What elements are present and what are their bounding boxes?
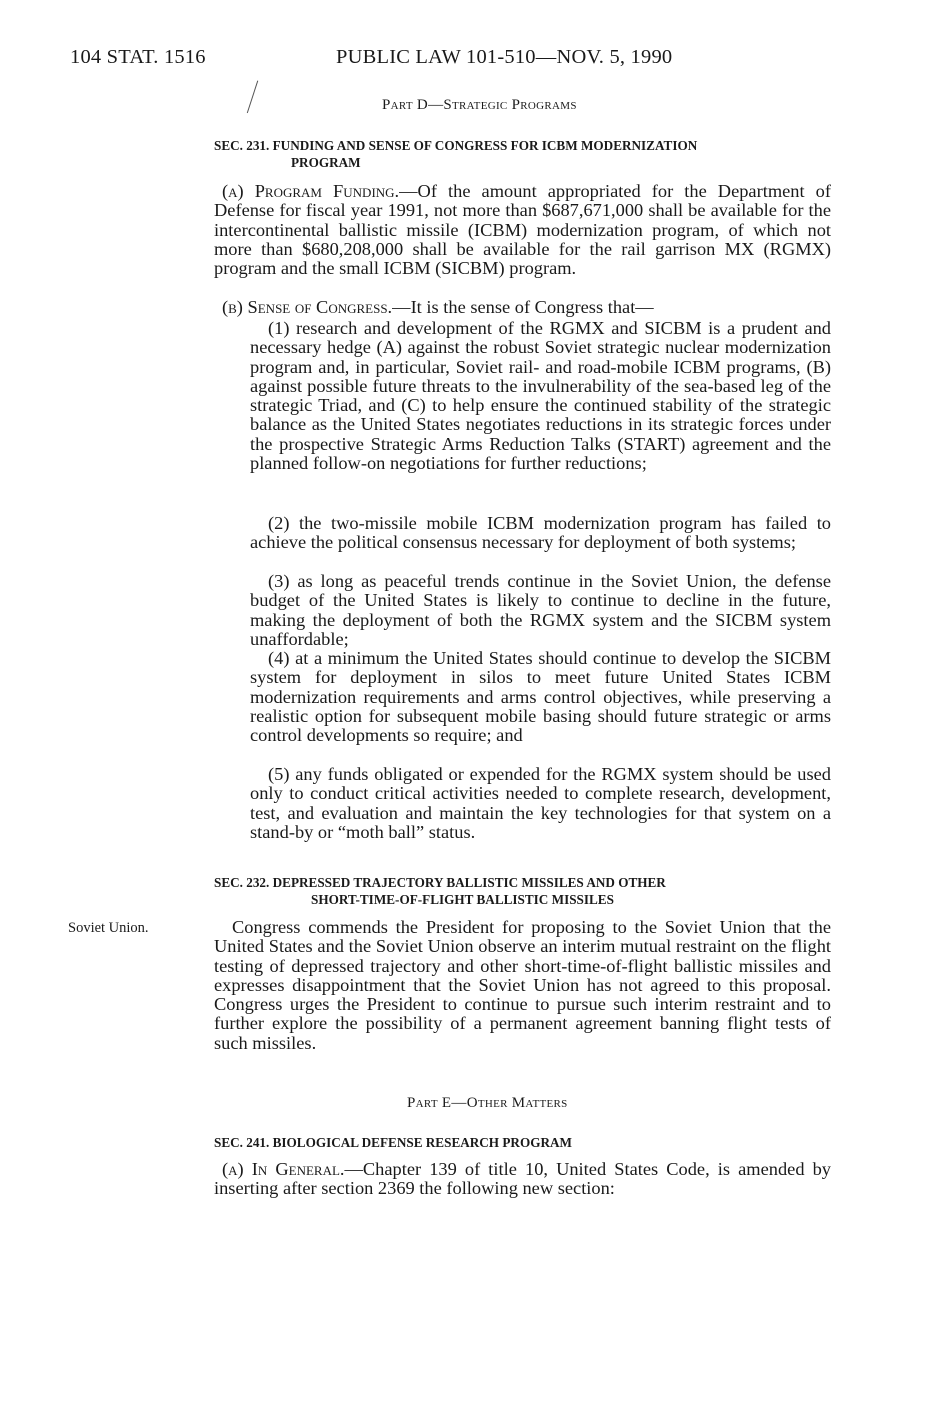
sense-item-2: (2) the two-missile mobile ICBM modernization program has failed to achieve the political consensus necessary for deployment of both systems; [250, 513, 831, 553]
stat-reference: 104 STAT. 1516 [70, 46, 206, 68]
sec-241-heading: SEC. 241. BIOLOGICAL DEFENSE RESEARCH PROGRAM [214, 1135, 572, 1150]
sec-231-subsection-b [214, 298, 831, 317]
sense-item-1: (1) research and development of the RGMX and SICBM is a prudent and necessary hedge (A) against the robust Soviet strategic nuclear modernization program and, in particular, Soviet rail- and road-mobile ICBM programs, (B) against possible future threats to the invulnerability of the sea-based leg of the strategic Triad, and (C) to help ensure the continued stability of the strategic balance as the United States negotiates reductions in its strategic forces under the prospective Strategic Arms Reduction Talks (START) agreement and the planned follow-on negotiations for further reductions; [250, 318, 831, 474]
sense-item-4: (4) at a minimum the United States should continue to develop the SICBM system for deployment in silos to meet future United States ICBM modernization requirements and arms control objectives, while preserving a realistic option for subsequent mobile basing should future strategic or arms control developments so require; and [250, 648, 831, 746]
sec-231-subsection-a [214, 182, 831, 278]
part-e-heading: Part E—Other Matters [407, 1095, 568, 1111]
law-title: PUBLIC LAW 101-510—NOV. 5, 1990 [336, 46, 673, 68]
sec-231-heading [214, 137, 831, 171]
sec-241-a-label: (a) In General. [222, 1159, 345, 1179]
margin-note-soviet-union: Soviet Union. [68, 920, 149, 936]
sec-232-heading [214, 874, 831, 908]
sec-231-heading-line2: PROGRAM [291, 155, 361, 170]
stray-pen-mark [247, 81, 259, 114]
sec-232-text: Congress commends the President for proposing to the Soviet Union that the United States and the Soviet Union observe an interim mutual restraint on the flight testing of depressed trajectory and other short-time-of-flight ballistic missiles and expresses disappointment that the Soviet Union has not agreed to this proposal. Congress urges the President to continue to pursue such interim restraint and to further explore the possibility of a permanent agreement banning flight tests of such missiles. [214, 917, 831, 1053]
sec-241-a-text: —Chapter 139 of title 10, United States Code, is amended by inserting after section 2369 the following new section: [214, 1159, 832, 1199]
sec-231-heading-line1: SEC. 231. FUNDING AND SENSE OF CONGRESS FOR ICBM MODERNIZATION [214, 138, 698, 153]
subsection-b-label: (b) Sense of Congress. [222, 297, 393, 317]
part-d-heading: Part D—Strategic Programs [382, 97, 577, 113]
sense-item-3: (3) as long as peaceful trends continue in the Soviet Union, the defense budget of the United States is likely to continue to decline in the future, making the deployment of both the RGMX system and the SICBM system unaffordable; [250, 571, 831, 649]
sec-232-heading-line2: SHORT-TIME-OF-FLIGHT BALLISTIC MISSILES [311, 892, 614, 907]
subsection-a-text: —Of the amount appropriated for the Department of Defense for fiscal year 1991, not more than $687,671,000 shall be available for the intercontinental ballistic missile (ICBM) modernization program, of which not more than $680,208,000 shall be available for the rail garrison MX (RGMX) program and the small ICBM (SICBM) program. [214, 181, 831, 279]
sense-item-5: (5) any funds obligated or expended for the RGMX system should be used only to conduct critical activities needed to complete research, development, test, and evaluation and maintain the key technologies for that system on a stand-by or “moth ball” status. [250, 764, 831, 842]
sec-232-heading-line1: SEC. 232. DEPRESSED TRAJECTORY BALLISTIC MISSILES AND OTHER [214, 875, 666, 890]
sec-241-subsection-a [214, 1160, 831, 1199]
subsection-b-text: —It is the sense of Congress that— [392, 297, 654, 317]
subsection-a-label: (a) Program Funding. [222, 181, 400, 201]
